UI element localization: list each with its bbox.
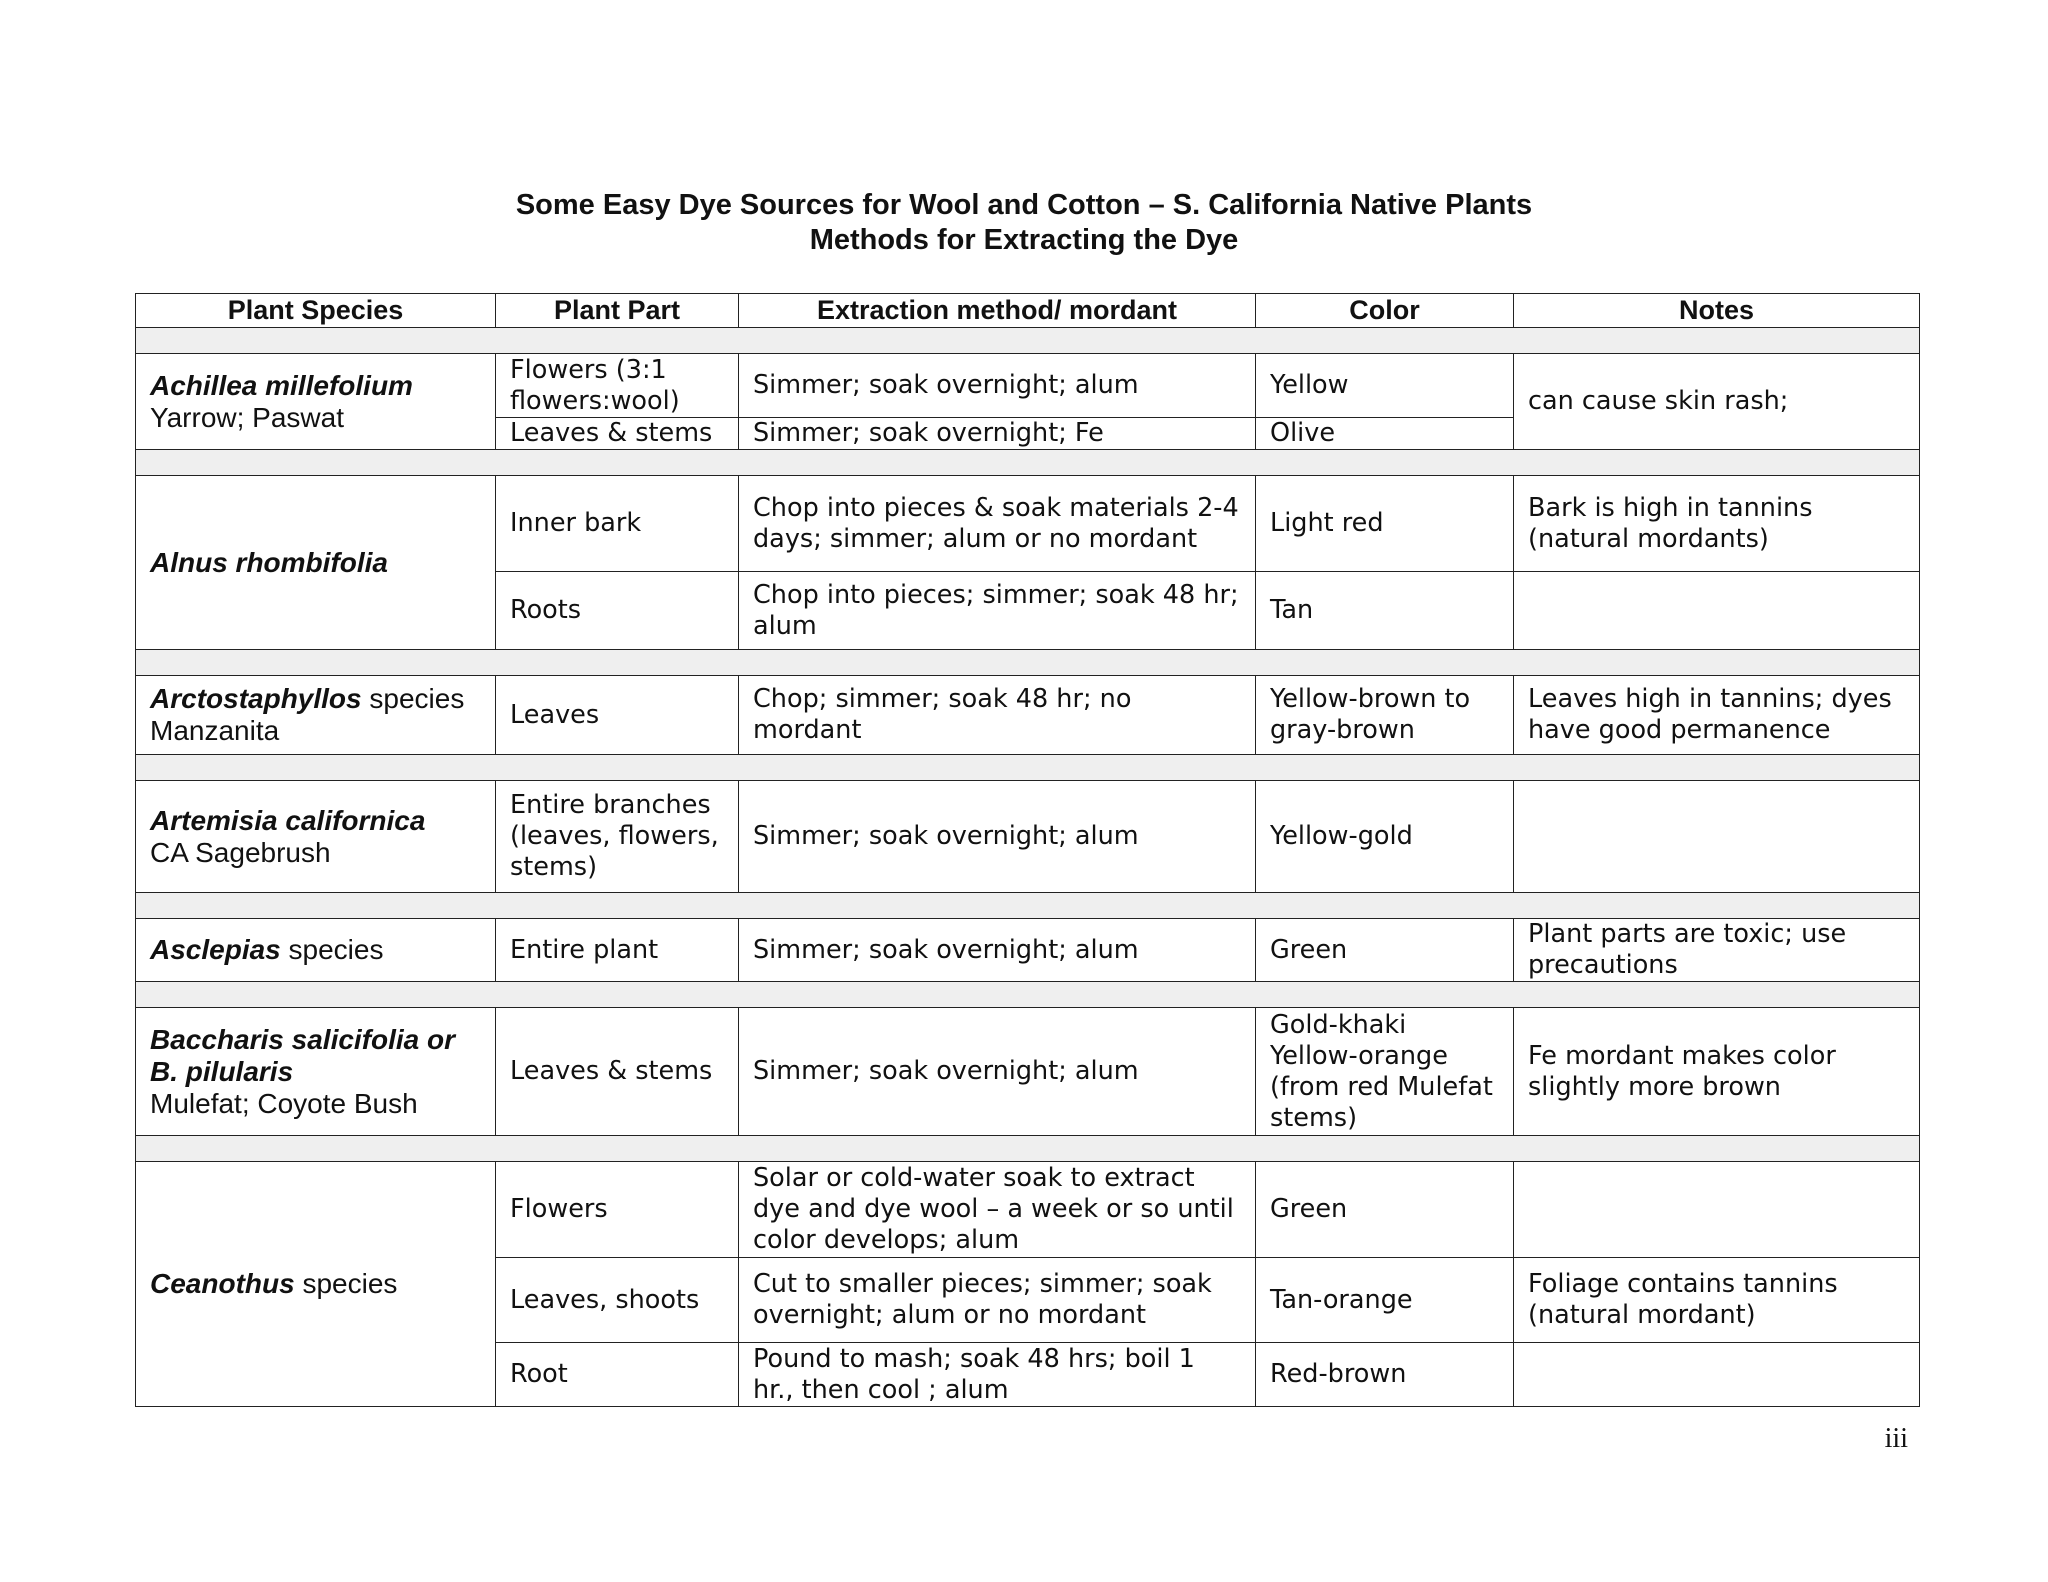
document-title: Some Easy Dye Sources for Wool and Cotton – S. California Native Plants <box>515 189 1533 221</box>
common-name: Manzanita <box>150 715 280 746</box>
table-header-row <box>136 294 1920 328</box>
species-cell <box>136 919 496 982</box>
scientific-name: Baccharis salicifolia or B. pilularis <box>150 1023 456 1087</box>
method-cell: Simmer; soak overnight; alum <box>739 781 1256 893</box>
color-cell: Red-brown <box>1256 1343 1514 1407</box>
table-row <box>136 476 1920 572</box>
plant-part-cell: Inner bark <box>496 476 739 572</box>
notes-cell <box>1514 781 1920 893</box>
plant-part-cell: Entire plant <box>496 919 739 982</box>
common-name: Yarrow; Paswat <box>150 401 344 433</box>
table-row <box>136 1008 1920 1136</box>
plant-part-cell: Entire branches (leaves, flowers, stems) <box>496 781 739 893</box>
scientific-name: Ceanothus <box>150 1268 295 1299</box>
page-number: iii <box>1884 1423 1908 1454</box>
notes-cell: can cause skin rash; <box>1514 354 1920 450</box>
separator-row <box>136 328 1920 354</box>
color-cell: Gold-khaki Yellow-orange (from red Mulefat stems) <box>1256 1008 1514 1136</box>
species-suffix: species <box>361 683 465 714</box>
table-row <box>136 1162 1920 1258</box>
species-cell <box>136 1008 496 1136</box>
notes-cell <box>1514 1343 1920 1407</box>
color-cell: Light red <box>1256 476 1514 572</box>
notes-cell: Foliage contains tannins (natural mordant) <box>1514 1258 1920 1343</box>
common-name: CA Sagebrush <box>150 836 331 868</box>
method-cell: Simmer; soak overnight; alum <box>739 919 1256 982</box>
scientific-name: Alnus rhombifolia <box>150 546 388 578</box>
method-cell: Cut to smaller pieces; simmer; soak overnight; alum or no mordant <box>739 1258 1256 1343</box>
separator-row <box>136 650 1920 676</box>
notes-cell: Fe mordant makes color slightly more brown <box>1514 1008 1920 1136</box>
separator-row <box>136 450 1920 476</box>
species-cell <box>136 781 496 893</box>
header-extraction-method: Extraction method/ mordant <box>739 294 1256 328</box>
color-cell: Yellow-gold <box>1256 781 1514 893</box>
notes-cell: Plant parts are toxic; use precautions <box>1514 919 1920 982</box>
scientific-name: Arctostaphyllos <box>150 683 362 714</box>
method-cell: Chop; simmer; soak 48 hr; no mordant <box>739 676 1256 755</box>
separator-row <box>136 755 1920 781</box>
plant-part-cell: Leaves & stems <box>496 418 739 450</box>
method-cell: Simmer; soak overnight; alum <box>739 1008 1256 1136</box>
common-name: Mulefat; Coyote Bush <box>150 1087 418 1119</box>
method-cell: Simmer; soak overnight; Fe <box>739 418 1256 450</box>
separator-row <box>136 982 1920 1008</box>
color-cell: Olive <box>1256 418 1514 450</box>
separator-row <box>136 893 1920 919</box>
notes-cell: Bark is high in tannins (natural mordants) <box>1514 476 1920 572</box>
plant-part-cell: Flowers <box>496 1162 739 1258</box>
table-row <box>136 919 1920 982</box>
plant-part-cell: Flowers (3:1 flowers:wool) <box>496 354 739 418</box>
plant-part-cell: Leaves <box>496 676 739 755</box>
method-cell: Chop into pieces; simmer; soak 48 hr; alum <box>739 572 1256 650</box>
header-notes: Notes <box>1514 294 1920 328</box>
header-plant-part: Plant Part <box>496 294 739 328</box>
method-cell: Solar or cold-water soak to extract dye and dye wool – a week or so until color develops; alum <box>739 1162 1256 1258</box>
method-cell: Pound to mash; soak 48 hrs; boil 1 hr., then cool ; alum <box>739 1343 1256 1407</box>
notes-cell: Leaves high in tannins; dyes have good permanence <box>1514 676 1920 755</box>
scientific-name: Artemisia californica <box>150 804 426 836</box>
header-plant-species: Plant Species <box>136 294 496 328</box>
species-cell <box>136 1162 496 1407</box>
dye-sources-table <box>135 293 1920 1407</box>
header-color: Color <box>1256 294 1514 328</box>
color-cell: Green <box>1256 919 1514 982</box>
separator-row <box>136 1136 1920 1162</box>
table-row <box>136 781 1920 893</box>
color-cell: Yellow <box>1256 354 1514 418</box>
notes-cell <box>1514 1162 1920 1258</box>
species-suffix: species <box>280 934 384 965</box>
color-cell: Tan <box>1256 572 1514 650</box>
method-cell: Simmer; soak overnight; alum <box>739 354 1256 418</box>
species-suffix: species <box>294 1268 398 1299</box>
species-cell <box>136 476 496 650</box>
table-row <box>136 354 1920 418</box>
plant-part-cell: Leaves, shoots <box>496 1258 739 1343</box>
scientific-name: Achillea millefolium <box>150 369 413 401</box>
scientific-name: Asclepias <box>150 934 281 965</box>
species-cell <box>136 354 496 450</box>
notes-cell <box>1514 572 1920 650</box>
species-cell <box>136 676 496 755</box>
plant-part-cell: Roots <box>496 572 739 650</box>
method-cell: Chop into pieces & soak materials 2-4 days; simmer; alum or no mordant <box>739 476 1256 572</box>
plant-part-cell: Root <box>496 1343 739 1407</box>
color-cell: Tan-orange <box>1256 1258 1514 1343</box>
color-cell: Yellow-brown to gray-brown <box>1256 676 1514 755</box>
document-subtitle: Methods for Extracting the Dye <box>809 224 1239 256</box>
plant-part-cell: Leaves & stems <box>496 1008 739 1136</box>
color-cell: Green <box>1256 1162 1514 1258</box>
table-row <box>136 676 1920 755</box>
